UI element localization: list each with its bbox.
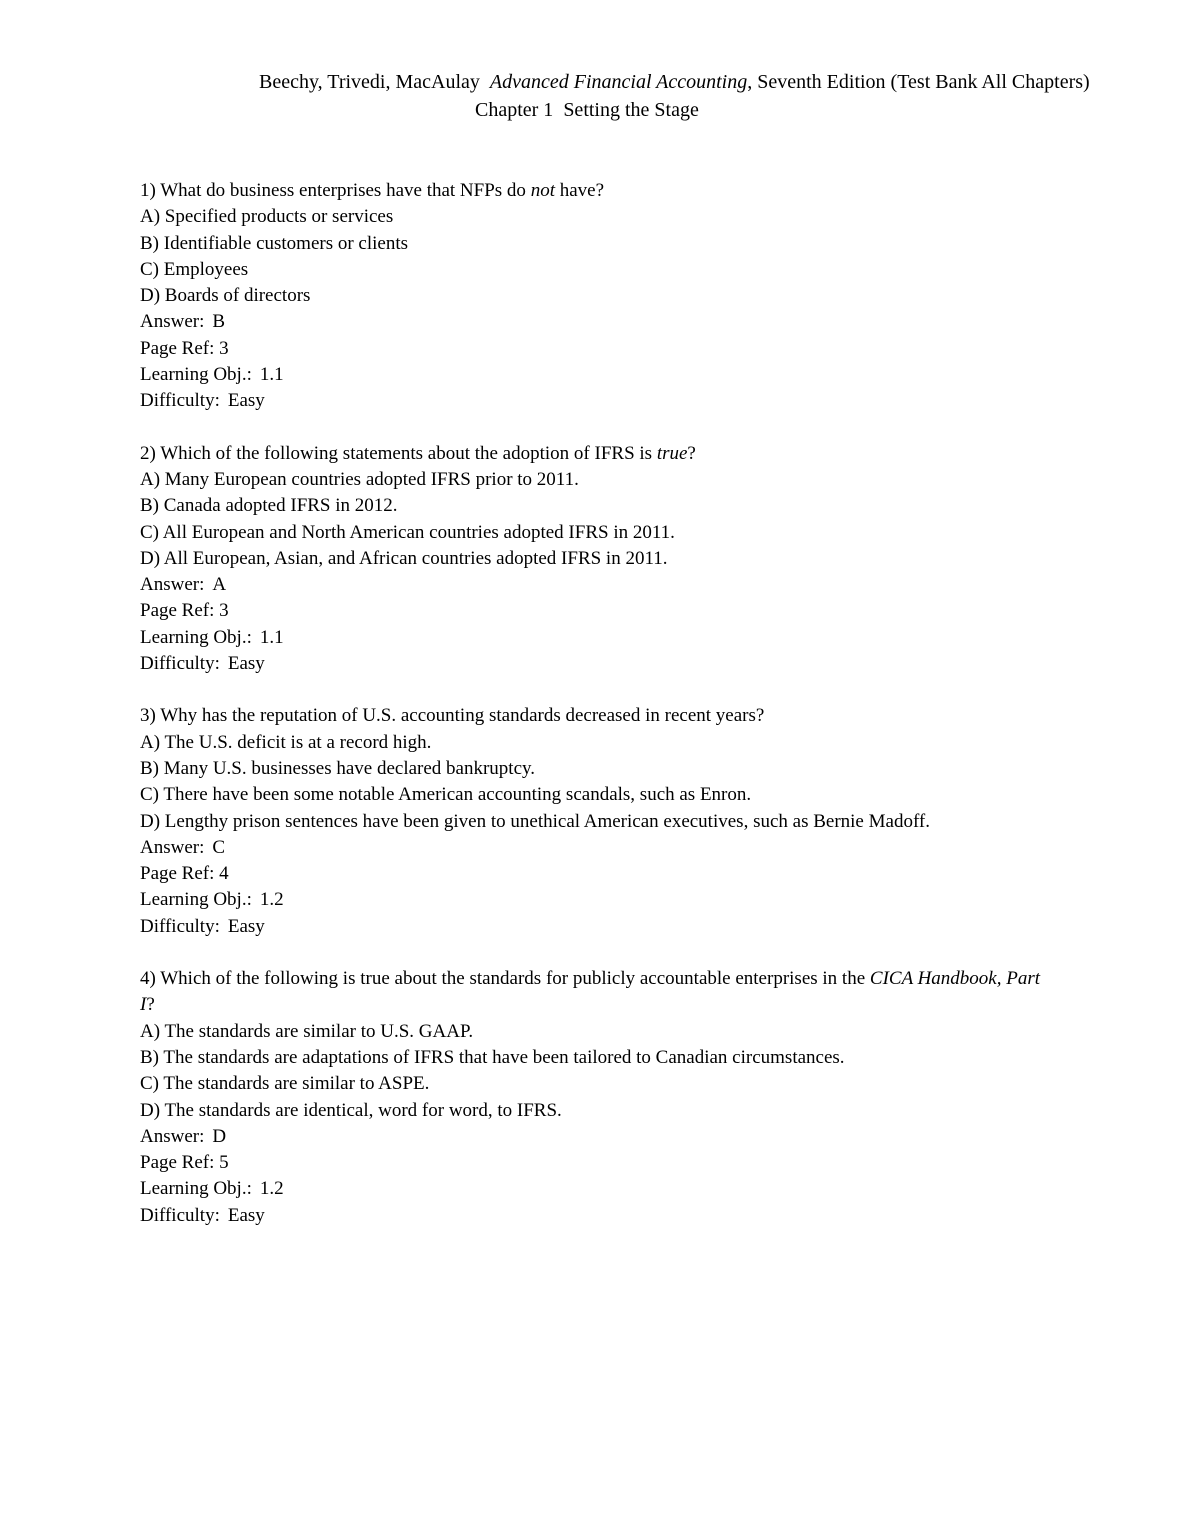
objective-label: Learning Obj.: <box>140 889 252 911</box>
option-b: B) Identifiable customers or clients <box>140 232 409 254</box>
option-a: A) The standards are similar to U.S. GAAP. <box>140 1020 474 1042</box>
option-c: C) There have been some notable American accounting scandals, such as Enron. <box>140 784 752 806</box>
question-3 <box>140 703 1040 940</box>
answer-label: Answer: <box>140 311 205 333</box>
header-book-title: Advanced Financial Accounting <box>489 71 748 93</box>
option-c: C) All European and North American countries adopted IFRS in 2011. <box>140 521 675 543</box>
stem-emphasis: not <box>530 180 555 201</box>
stem-text: 1) What do business enterprises have that NFPs do <box>140 180 531 201</box>
difficulty-label: Difficulty: <box>140 390 220 412</box>
question-stem <box>140 178 1040 204</box>
option-c: C) The standards are similar to ASPE. <box>140 1073 430 1095</box>
answer-line <box>140 572 1040 598</box>
learning-objective <box>140 362 1040 388</box>
header-authors: Beechy, Trivedi, MacAulay <box>259 71 480 93</box>
stem-text: 4) Which of the following is true about the standards for publicly accountable enterprises in the <box>140 968 870 990</box>
page-ref: Page Ref: 4 <box>140 863 229 885</box>
difficulty-label: Difficulty: <box>140 915 220 937</box>
stem-emphasis: true <box>656 442 688 464</box>
learning-objective <box>140 887 1040 913</box>
difficulty-label: Difficulty: <box>140 653 220 675</box>
answer-value: D <box>212 1125 227 1147</box>
page-ref: Page Ref: 3 <box>140 600 229 622</box>
difficulty-value: Easy <box>227 653 265 675</box>
option-b: B) Canada adopted IFRS in 2012. <box>140 495 398 517</box>
option-b: B) Many U.S. businesses have declared bankruptcy. <box>140 757 536 779</box>
answer-label: Answer: <box>140 836 205 858</box>
answer-value: C <box>212 836 226 858</box>
answer-label: Answer: <box>140 1125 205 1147</box>
difficulty-label: Difficulty: <box>140 1204 220 1226</box>
chapter-title: Setting the Stage <box>563 99 699 121</box>
answer-line <box>140 309 1040 335</box>
option-d: D) Lengthy prison sentences have been given to unethical American executives, such as Bernie Madoff. <box>140 810 931 832</box>
question-4 <box>140 966 1040 1229</box>
question-1 <box>140 178 1040 415</box>
objective-value: 1.2 <box>259 1178 284 1200</box>
difficulty-value: Easy <box>227 915 265 937</box>
answer-label: Answer: <box>140 574 205 596</box>
answer-value: A <box>212 574 227 596</box>
difficulty <box>140 914 1040 940</box>
difficulty <box>140 388 1040 414</box>
option-b: B) The standards are adaptations of IFRS that have been tailored to Canadian circumstances. <box>140 1046 845 1068</box>
difficulty-value: Easy <box>227 1204 265 1226</box>
answer-value: B <box>212 311 226 333</box>
option-a: A) Many European countries adopted IFRS prior to 2011. <box>140 468 579 490</box>
answer-line <box>140 835 1040 861</box>
learning-objective <box>140 625 1040 651</box>
option-a: A) Specified products or services <box>140 206 394 228</box>
objective-label: Learning Obj.: <box>140 626 252 648</box>
option-d: D) The standards are identical, word for word, to IFRS. <box>140 1099 562 1121</box>
header-book-line <box>259 68 1090 96</box>
page-ref: Page Ref: 5 <box>140 1152 229 1174</box>
question-2 <box>140 441 1040 678</box>
header-chapter-line <box>475 96 699 124</box>
objective-value: 1.2 <box>259 889 284 911</box>
question-stem <box>140 966 1040 1019</box>
stem-text-end: ? <box>687 442 696 464</box>
objective-label: Learning Obj.: <box>140 1178 252 1200</box>
answer-line <box>140 1124 1040 1150</box>
option-d: D) Boards of directors <box>140 285 311 307</box>
stem-text-end: ? <box>146 994 155 1016</box>
question-stem <box>140 441 1040 467</box>
option-c: C) Employees <box>140 258 249 280</box>
difficulty <box>140 1203 1040 1229</box>
chapter-number: Chapter 1 <box>475 99 554 121</box>
option-d: D) All European, Asian, and African countries adopted IFRS in 2011. <box>140 547 668 569</box>
stem-text: 2) Which of the following statements about the adoption of IFRS is <box>140 442 657 464</box>
objective-value: 1.1 <box>259 626 284 648</box>
page-ref: Page Ref: 3 <box>140 337 229 359</box>
difficulty-value: Easy <box>227 390 265 412</box>
header-edition: , Seventh Edition (Test Bank All Chapters) <box>747 71 1090 93</box>
objective-value: 1.1 <box>259 364 284 386</box>
difficulty <box>140 651 1040 677</box>
option-a: A) The U.S. deficit is at a record high. <box>140 731 432 753</box>
stem-text-end: have? <box>554 180 605 201</box>
question-list <box>140 178 1040 1255</box>
question-stem: 3) Why has the reputation of U.S. accounting standards decreased in recent years? <box>140 705 765 727</box>
stem-emphasis: CICA Handbook, Part I <box>140 968 1041 1016</box>
learning-objective <box>140 1176 1040 1202</box>
objective-label: Learning Obj.: <box>140 364 252 386</box>
